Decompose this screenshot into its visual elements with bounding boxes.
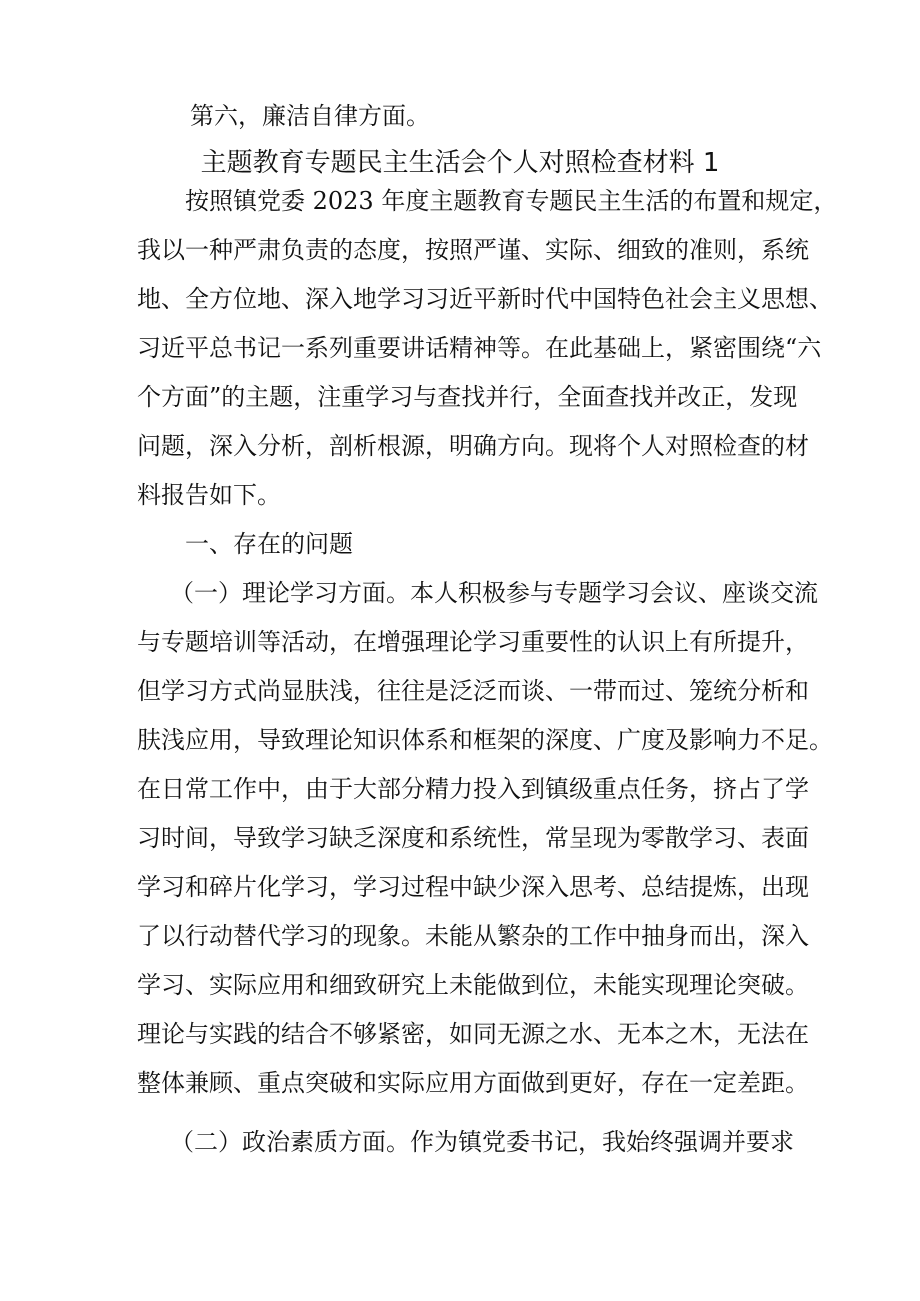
para1-line-5: 个方面”的主题，注重学习与查找并行，全面查找并改正，发现 (137, 383, 798, 411)
para2-line-2: 与专题培训等活动，在增强理论学习重要性的认识上有所提升， (137, 628, 809, 656)
para2-line-8: 了以行动替代学习的现象。未能从繁杂的工作中抽身而出，深入 (137, 922, 809, 950)
para2-line-4: 肤浅应用，导致理论知识体系和框架的深度、广度及影响力不足。 (137, 726, 833, 754)
para1-line-2: 我以一种严肃负责的态度，按照严谨、实际、细致的准则，系统 (137, 236, 809, 264)
para2-line-9: 学习、实际应用和细致研究上未能做到位，未能实现理论突破。 (137, 971, 809, 999)
para2-line-7: 学习和碎片化学习，学习过程中缺少深入思考、总结提炼，出现 (137, 873, 809, 901)
para1-line-1: 按照镇党委 2023 年度主题教育专题民主生活的布置和规定， (185, 187, 838, 215)
para2-line-1: （一）理论学习方面。本人积极参与专题学习会议、座谈交流 (170, 579, 818, 607)
para2-line-11: 整体兼顾、重点突破和实际应用方面做到更好，存在一定差距。 (137, 1069, 809, 1097)
section-heading-problems: 一、存在的问题 (185, 530, 353, 558)
para2-line-3: 但学习方式尚显肤浅，往往是泛泛而谈、一带而过、笼统分析和 (137, 677, 809, 705)
para3-line-1: （二）政治素质方面。作为镇党委书记，我始终强调并要求 (170, 1128, 794, 1156)
para2-line-5: 在日常工作中，由于大部分精力投入到镇级重点任务，挤占了学 (137, 775, 809, 803)
para2-line-10: 理论与实践的结合不够紧密，如同无源之水、无本之木，无法在 (137, 1020, 809, 1048)
para1-line-7: 料报告如下。 (137, 481, 281, 509)
para2-line-6: 习时间，导致学习缺乏深度和系统性，常呈现为零散学习、表面 (137, 824, 809, 852)
para1-line-6: 问题，深入分析，剖析根源，明确方向。现将个人对照检查的材 (137, 432, 809, 460)
document-title: 主题教育专题民主生活会个人对照检查材料 1 (200, 148, 720, 178)
para1-line-3: 地、全方位地、深入地学习习近平新时代中国特色社会主义思想、 (137, 285, 833, 313)
para1-line-4: 习近平总书记一系列重要讲话精神等。在此基础上，紧密围绕“六 (137, 334, 822, 362)
previous-item-line: 第六，廉洁自律方面。 (190, 102, 430, 130)
